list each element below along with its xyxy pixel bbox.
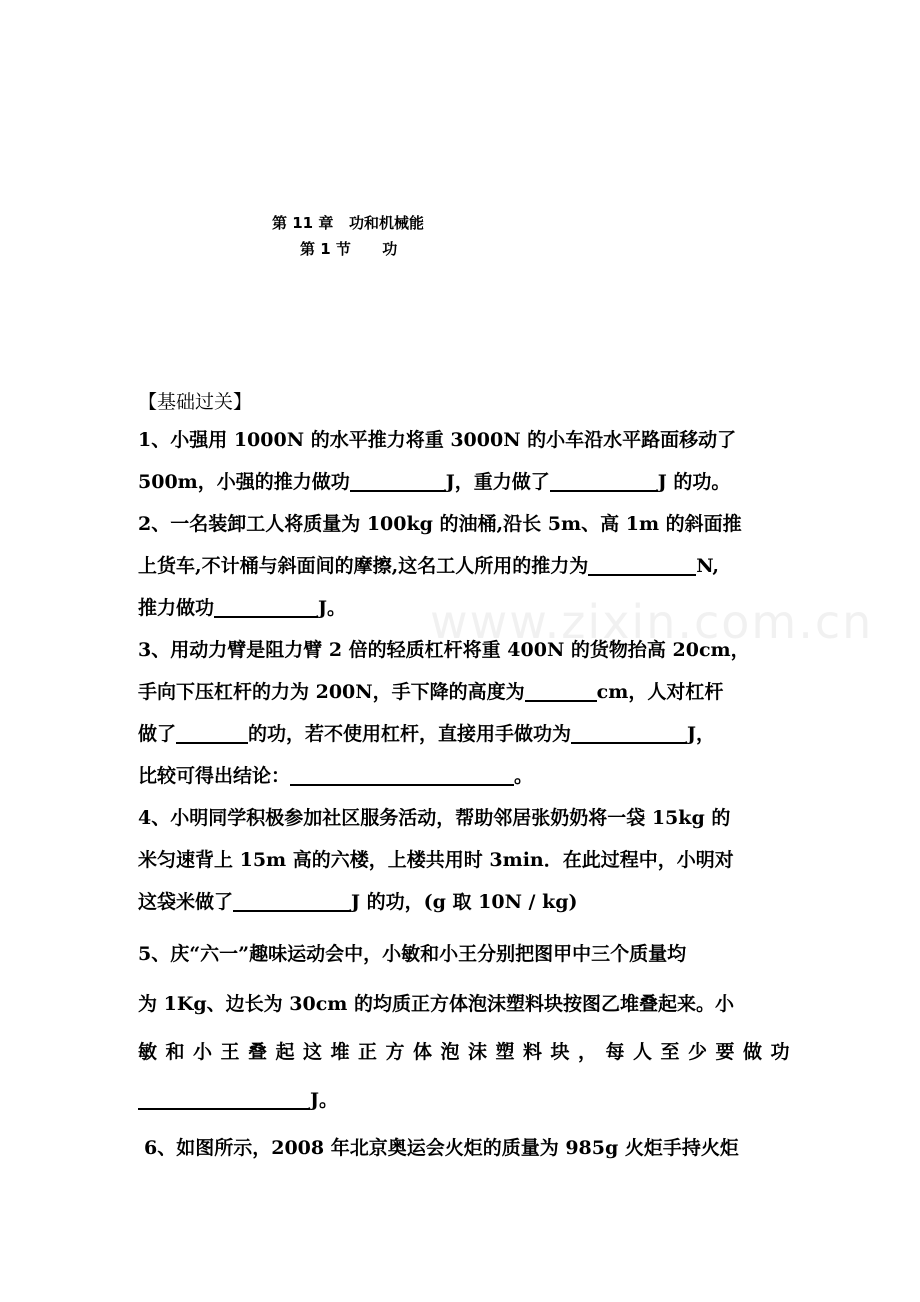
q3-text-c: 做了 bbox=[138, 723, 177, 745]
q3-blank-2[interactable] bbox=[176, 722, 248, 744]
q3-blank-3[interactable] bbox=[571, 722, 687, 744]
question-2-line-2 bbox=[138, 554, 719, 578]
q3-text-d: 的功，若不使用杠杆，直接用手做功为 bbox=[248, 723, 572, 745]
q2-blank-1[interactable] bbox=[588, 554, 696, 576]
basic-section-label: 【基础过关】 bbox=[138, 391, 253, 413]
question-2-line-1: 2、一名装卸工人将质量为 100kg 的油桶,沿长 5m、高 1m 的斜面推 bbox=[138, 513, 742, 535]
q3-text-g: 。 bbox=[514, 765, 534, 787]
q1-blank-1[interactable] bbox=[350, 470, 446, 492]
q3-text-b: cm，人对杠杆 bbox=[596, 681, 724, 703]
question-4-line-1: 4、小明同学积极参加社区服务活动，帮助邻居张奶奶将一袋 15kg 的 bbox=[138, 807, 731, 829]
question-1-line-1: 1、小强用 1000N 的水平推力将重 3000N 的小车沿水平路面移动了 bbox=[138, 429, 737, 451]
question-4-line-2: 米匀速背上 15m 高的六楼，上楼共用时 3min．在此过程中，小明对 bbox=[138, 849, 734, 871]
question-2-line-3 bbox=[138, 596, 346, 620]
q5-text-b: J。 bbox=[310, 1089, 338, 1111]
q4-text-a: 这袋米做了 bbox=[138, 891, 234, 913]
q4-blank-1[interactable] bbox=[233, 890, 351, 912]
question-3-line-4 bbox=[138, 764, 533, 788]
question-5-line-1: 5、庆“六一”趣味运动会中，小敏和小王分别把图甲中三个质量均 bbox=[138, 943, 687, 965]
q2-blank-2[interactable] bbox=[214, 596, 318, 618]
question-5-line-4 bbox=[138, 1088, 338, 1112]
question-3-line-1: 3、用动力臂是阻力臂 2 倍的轻质杠杆将重 400N 的货物抬高 20cm， bbox=[138, 639, 750, 661]
q3-text-e: J， bbox=[687, 723, 716, 745]
q2-text-a: 上货车,不计桶与斜面间的摩擦,这名工人所用的推力为 bbox=[138, 555, 589, 577]
question-3-line-2 bbox=[138, 680, 723, 704]
q1-text-a: 500m，小强的推力做功 bbox=[138, 471, 350, 493]
q3-text-a: 手向下压杠杆的力为 200N，手下降的高度为 bbox=[138, 681, 525, 703]
question-5-line-2: 为 1Kg、边长为 30cm 的均质正方体泡沫塑料块按图乙堆叠起来。小 bbox=[138, 993, 734, 1015]
q3-blank-4[interactable] bbox=[290, 764, 514, 786]
q1-text-b: J，重力做了 bbox=[445, 471, 550, 493]
q2-text-c: 推力做功 bbox=[138, 597, 215, 619]
question-3-line-3 bbox=[138, 722, 715, 746]
watermark: www.zixin.com.cn bbox=[430, 595, 874, 649]
question-5-line-3: 敏和小王叠起这堆正方体泡沫塑料块，每人至少要做功 bbox=[138, 1041, 799, 1063]
question-4-line-3 bbox=[138, 890, 578, 914]
q2-text-b: N, bbox=[696, 555, 720, 577]
q3-blank-1[interactable] bbox=[525, 680, 597, 702]
q4-text-b: J 的功，(g 取 10N / kg) bbox=[351, 891, 578, 913]
q5-blank-1[interactable] bbox=[138, 1088, 310, 1110]
section-title: 第 1 节 功 bbox=[300, 240, 398, 258]
q3-text-f: 比较可得出结论： bbox=[138, 765, 291, 787]
chapter-title: 第 11 章 功和机械能 bbox=[272, 214, 424, 232]
q2-text-d: J。 bbox=[318, 597, 347, 619]
question-6-line-1: 6、如图所示，2008 年北京奥运会火炬的质量为 985g 火炬手持火炬 bbox=[144, 1137, 739, 1159]
q1-blank-2[interactable] bbox=[550, 470, 658, 492]
question-1-line-2 bbox=[138, 470, 730, 494]
q1-text-c: J 的功。 bbox=[657, 471, 731, 493]
